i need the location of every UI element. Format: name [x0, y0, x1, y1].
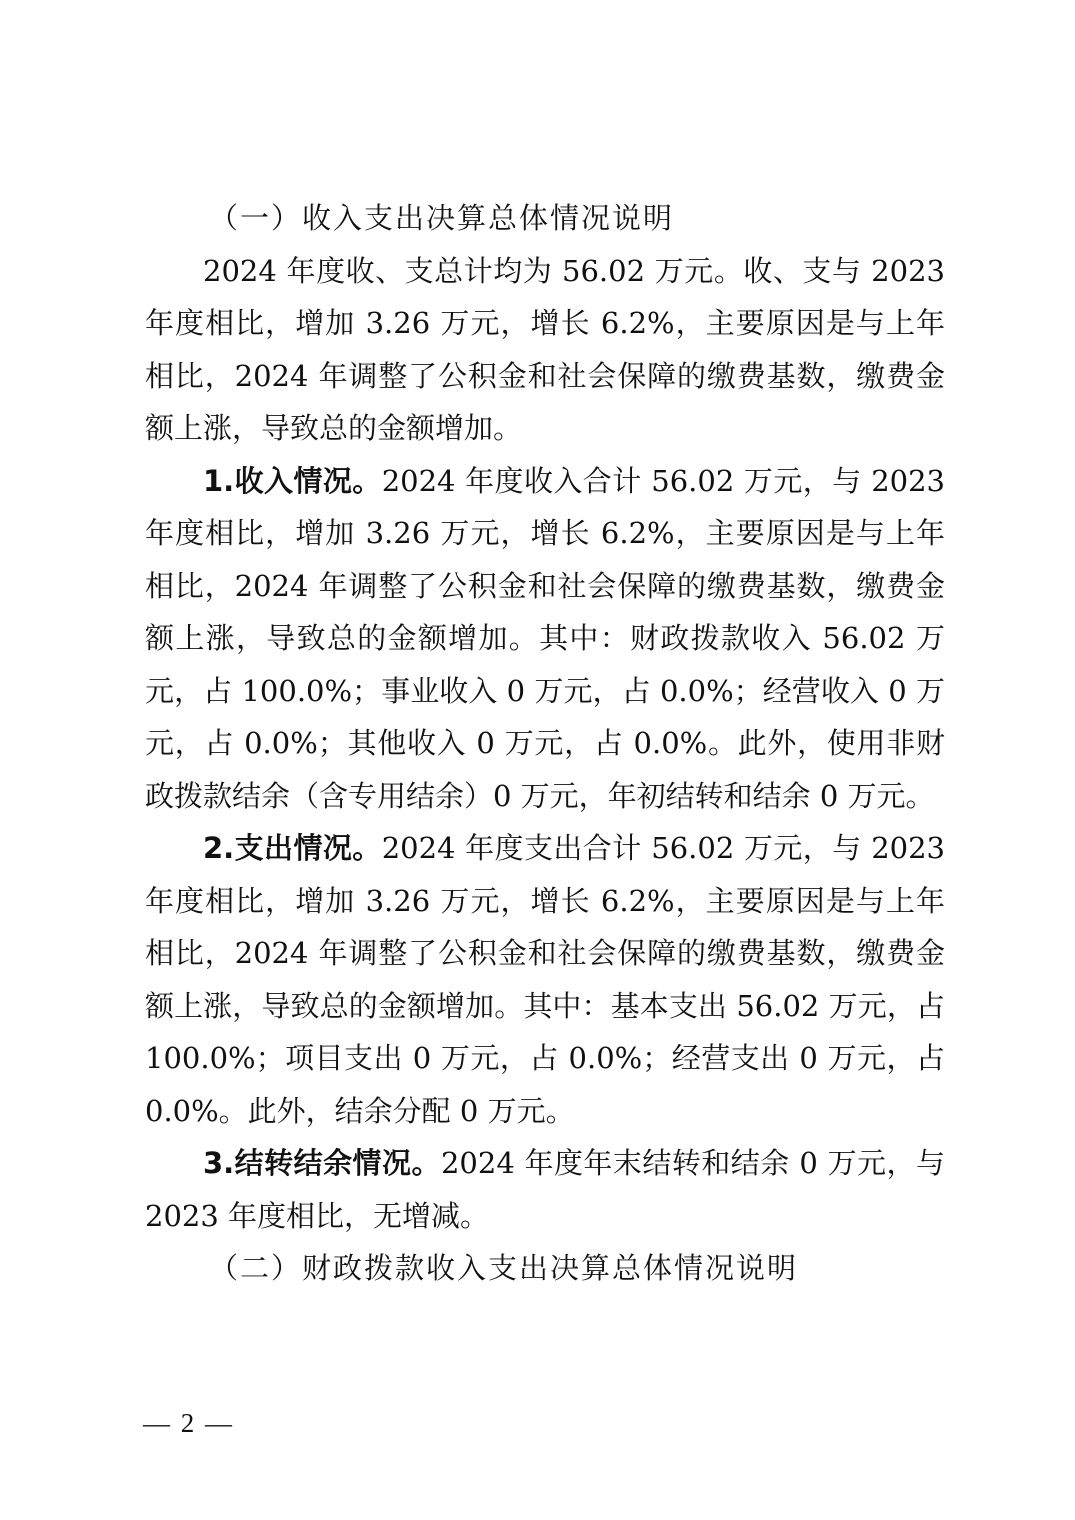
balance-lead: 3.结转结余情况。 [203, 1146, 441, 1180]
expenditure-text: 2024 年度支出合计 56.02 万元，与 2023 年度相比，增加 3.26 万元，增长 6.2%，主要原因是与上年相比，2024 年调整了公积金和社会保障的缴费基数，缴费金额上涨，导致总的金额增加。其中：基本支出 56.02 万元，占 100.0%；项目支出 0 万元，占 0.0%；经营支出 0 万元，占 0.0%。此外，结余分配 0 万元。 [145, 831, 945, 1128]
document-body [145, 192, 945, 1295]
income-text: 2024 年度收入合计 56.02 万元，与 2023 年度相比，增加 3.26 万元，增长 6.2%，主要原因是与上年相比，2024 年调整了公积金和社会保障的缴费基数，缴费金额上涨，导致总的金额增加。其中：财政拨款收入 56.02 万元，占 100.0%；事业收入 0 万元，占 0.0%；经营收入 0 万元，占 0.0%；其他收入 0 万元，占 0.0%。此外，使用非财政拨款结余（含专用结余）0 万元，年初结转和结余 0 万元。 [145, 463, 945, 813]
section-heading-1: （一）收入支出决算总体情况说明 [209, 201, 675, 235]
section-heading-2: （二）财政拨款收入支出决算总体情况说明 [209, 1251, 799, 1285]
expenditure-lead: 2.支出情况。 [203, 831, 382, 865]
income-paragraph [145, 455, 945, 823]
expenditure-paragraph [145, 822, 945, 1137]
page-number: — 2 — [143, 1408, 234, 1438]
balance-paragraph [145, 1137, 945, 1242]
income-lead: 1.收入情况。 [203, 463, 382, 498]
overview-paragraph: 2024 年度收、支总计均为 56.02 万元。收、支与 2023 年度相比，增加 3.26 万元，增长 6.2%，主要原因是与上年相比，2024 年调整了公积金和社会保障的缴费基数，缴费金额上涨，导致总的金额增加。 [145, 253, 945, 445]
balance-text: 2024 年度年末结转和结余 0 万元，与 2023 年度相比，无增减。 [145, 1146, 945, 1233]
